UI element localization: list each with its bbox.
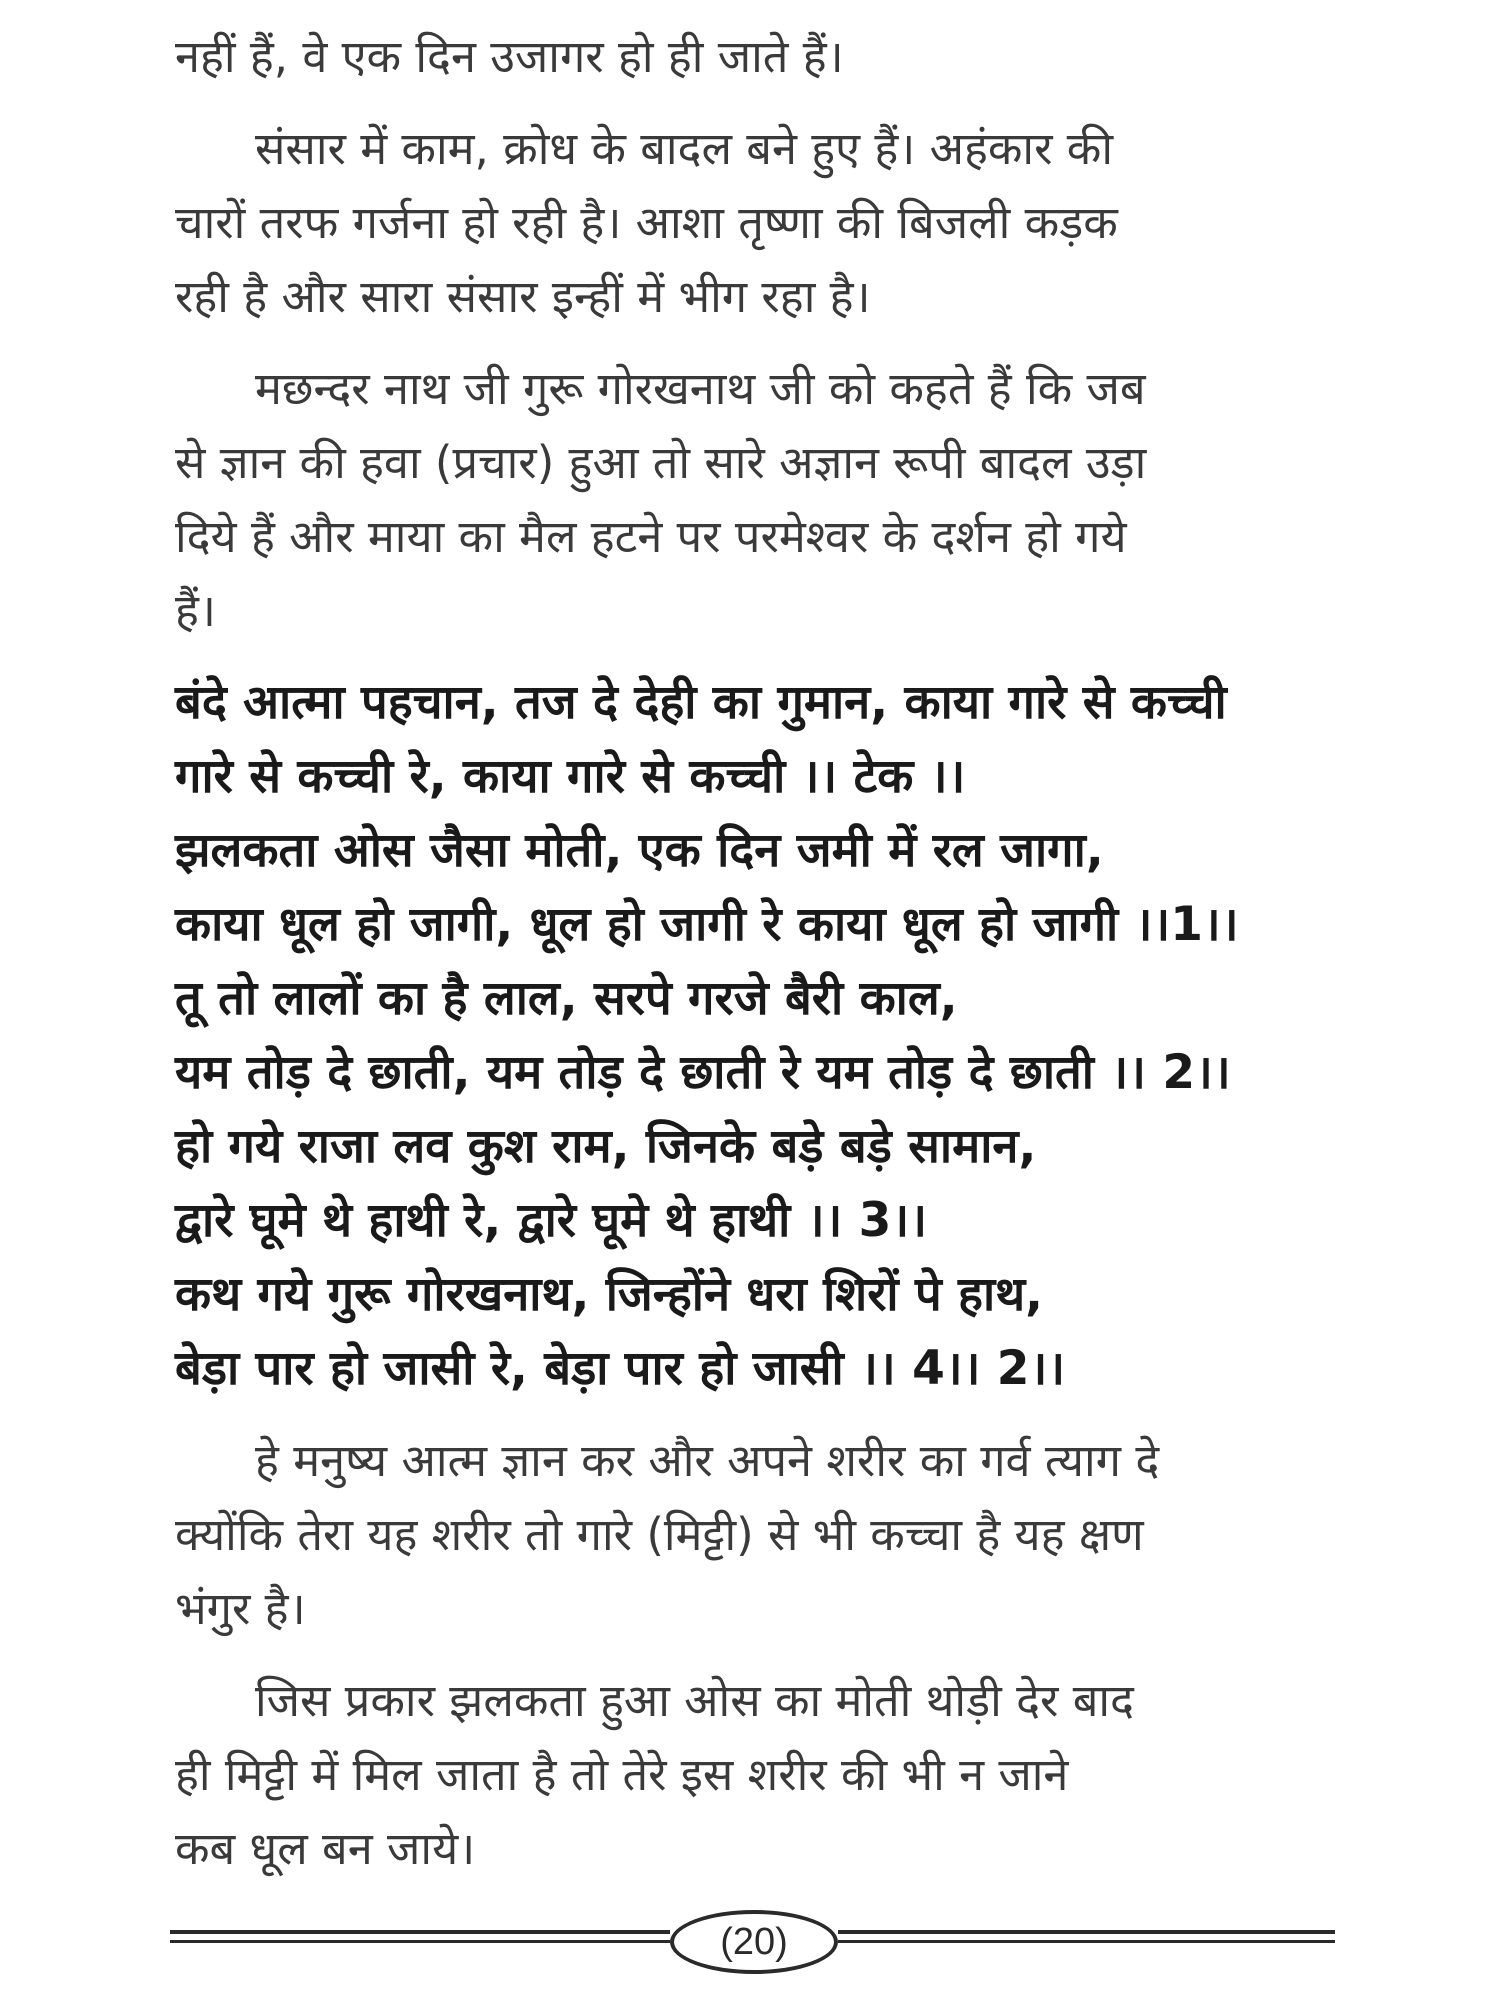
text-line: संसार में काम, क्रोध के बादल बने हुए हैं। अहंकार की (255, 122, 1113, 175)
footer-rule-left-bottom (170, 1940, 670, 1943)
bhajan-verse (175, 666, 1335, 1406)
page-content (175, 20, 1335, 1886)
text-line: रही है और सारा संसार इन्हीं में भीग रहा है। (175, 270, 871, 323)
text-line: दिये हैं और माया का मैल हटने पर परमेश्वर के दर्शन हो गये (175, 510, 1127, 563)
paragraph-machhindar-nath (175, 352, 1335, 648)
verse-line: बेड़ा पार हो जासी रे, बेड़ा पार हो जासी ।। 4।। 2।। (175, 1341, 1066, 1396)
verse-line: द्वारे घूमे थे हाथी रे, द्वारे घूमे थे हाथी ।। 3।। (175, 1193, 928, 1248)
footer-rule-left-top (170, 1930, 670, 1934)
text-line: जिस प्रकार झलकता हुआ ओस का मोती थोड़ी देर बाद (255, 1674, 1134, 1727)
text-line: नहीं हैं, वे एक दिन उजागर हो ही जाते हैं। (175, 30, 844, 83)
verse-line: यम तोड़ दे छाती, यम तोड़ दे छाती रे यम तोड़ दे छाती ।। 2।। (175, 1045, 1231, 1100)
page-footer (170, 1910, 1335, 1970)
paragraph-worldly-desires (175, 112, 1335, 334)
verse-line: गारे से कच्ची रे, काया गारे से कच्ची ।। टेक ।। (175, 749, 966, 804)
paragraph-explanation (175, 1424, 1335, 1646)
verse-line: बंदे आत्मा पहचान, तज दे देही का गुमान, काया गारे से कच्ची (175, 675, 1227, 730)
paragraph-continuation (175, 20, 1335, 94)
page-number: (20) (670, 1910, 838, 1974)
verse-line: काया धूल हो जागी, धूल हो जागी रे काया धूल हो जागी ।।1।। (175, 897, 1239, 952)
text-line: मछन्दर नाथ जी गुरू गोरखनाथ जी को कहते हैं कि जब (255, 362, 1146, 415)
text-line: कब धूल बन जाये। (175, 1822, 476, 1875)
verse-line: हो गये राजा लव कुश राम, जिनके बड़े बड़े सामान, (175, 1119, 1037, 1174)
footer-rule-right-top (838, 1930, 1335, 1934)
text-line: चारों तरफ गर्जना हो रही है। आशा तृष्णा की बिजली कड़क (175, 196, 1118, 249)
verse-line: कथ गये गुरू गोरखनाथ, जिन्होंने धरा शिरों पे हाथ, (175, 1267, 1044, 1322)
text-line: ही मिट्टी में मिल जाता है तो तेरे इस शरीर की भी न जाने (175, 1748, 1069, 1801)
footer-rule-right-bottom (838, 1940, 1335, 1943)
paragraph-dewdrop (175, 1664, 1335, 1886)
text-line: क्योंकि तेरा यह शरीर तो गारे (मिट्टी) से भी कच्चा है यह क्षण (175, 1508, 1144, 1561)
text-line: हे मनुष्य आत्म ज्ञान कर और अपने शरीर का गर्व त्याग दे (255, 1434, 1160, 1487)
text-line: से ज्ञान की हवा (प्रचार) हुआ तो सारे अज्ञान रूपी बादल उड़ा (175, 436, 1147, 489)
text-line: हैं। (175, 584, 216, 637)
text-line: भंगुर है। (175, 1582, 306, 1635)
verse-line: तू तो लालों का है लाल, सरपे गरजे बैरी काल, (175, 971, 958, 1026)
verse-line: झलकता ओस जैसा मोती, एक दिन जमी में रल जागा, (175, 823, 1104, 878)
